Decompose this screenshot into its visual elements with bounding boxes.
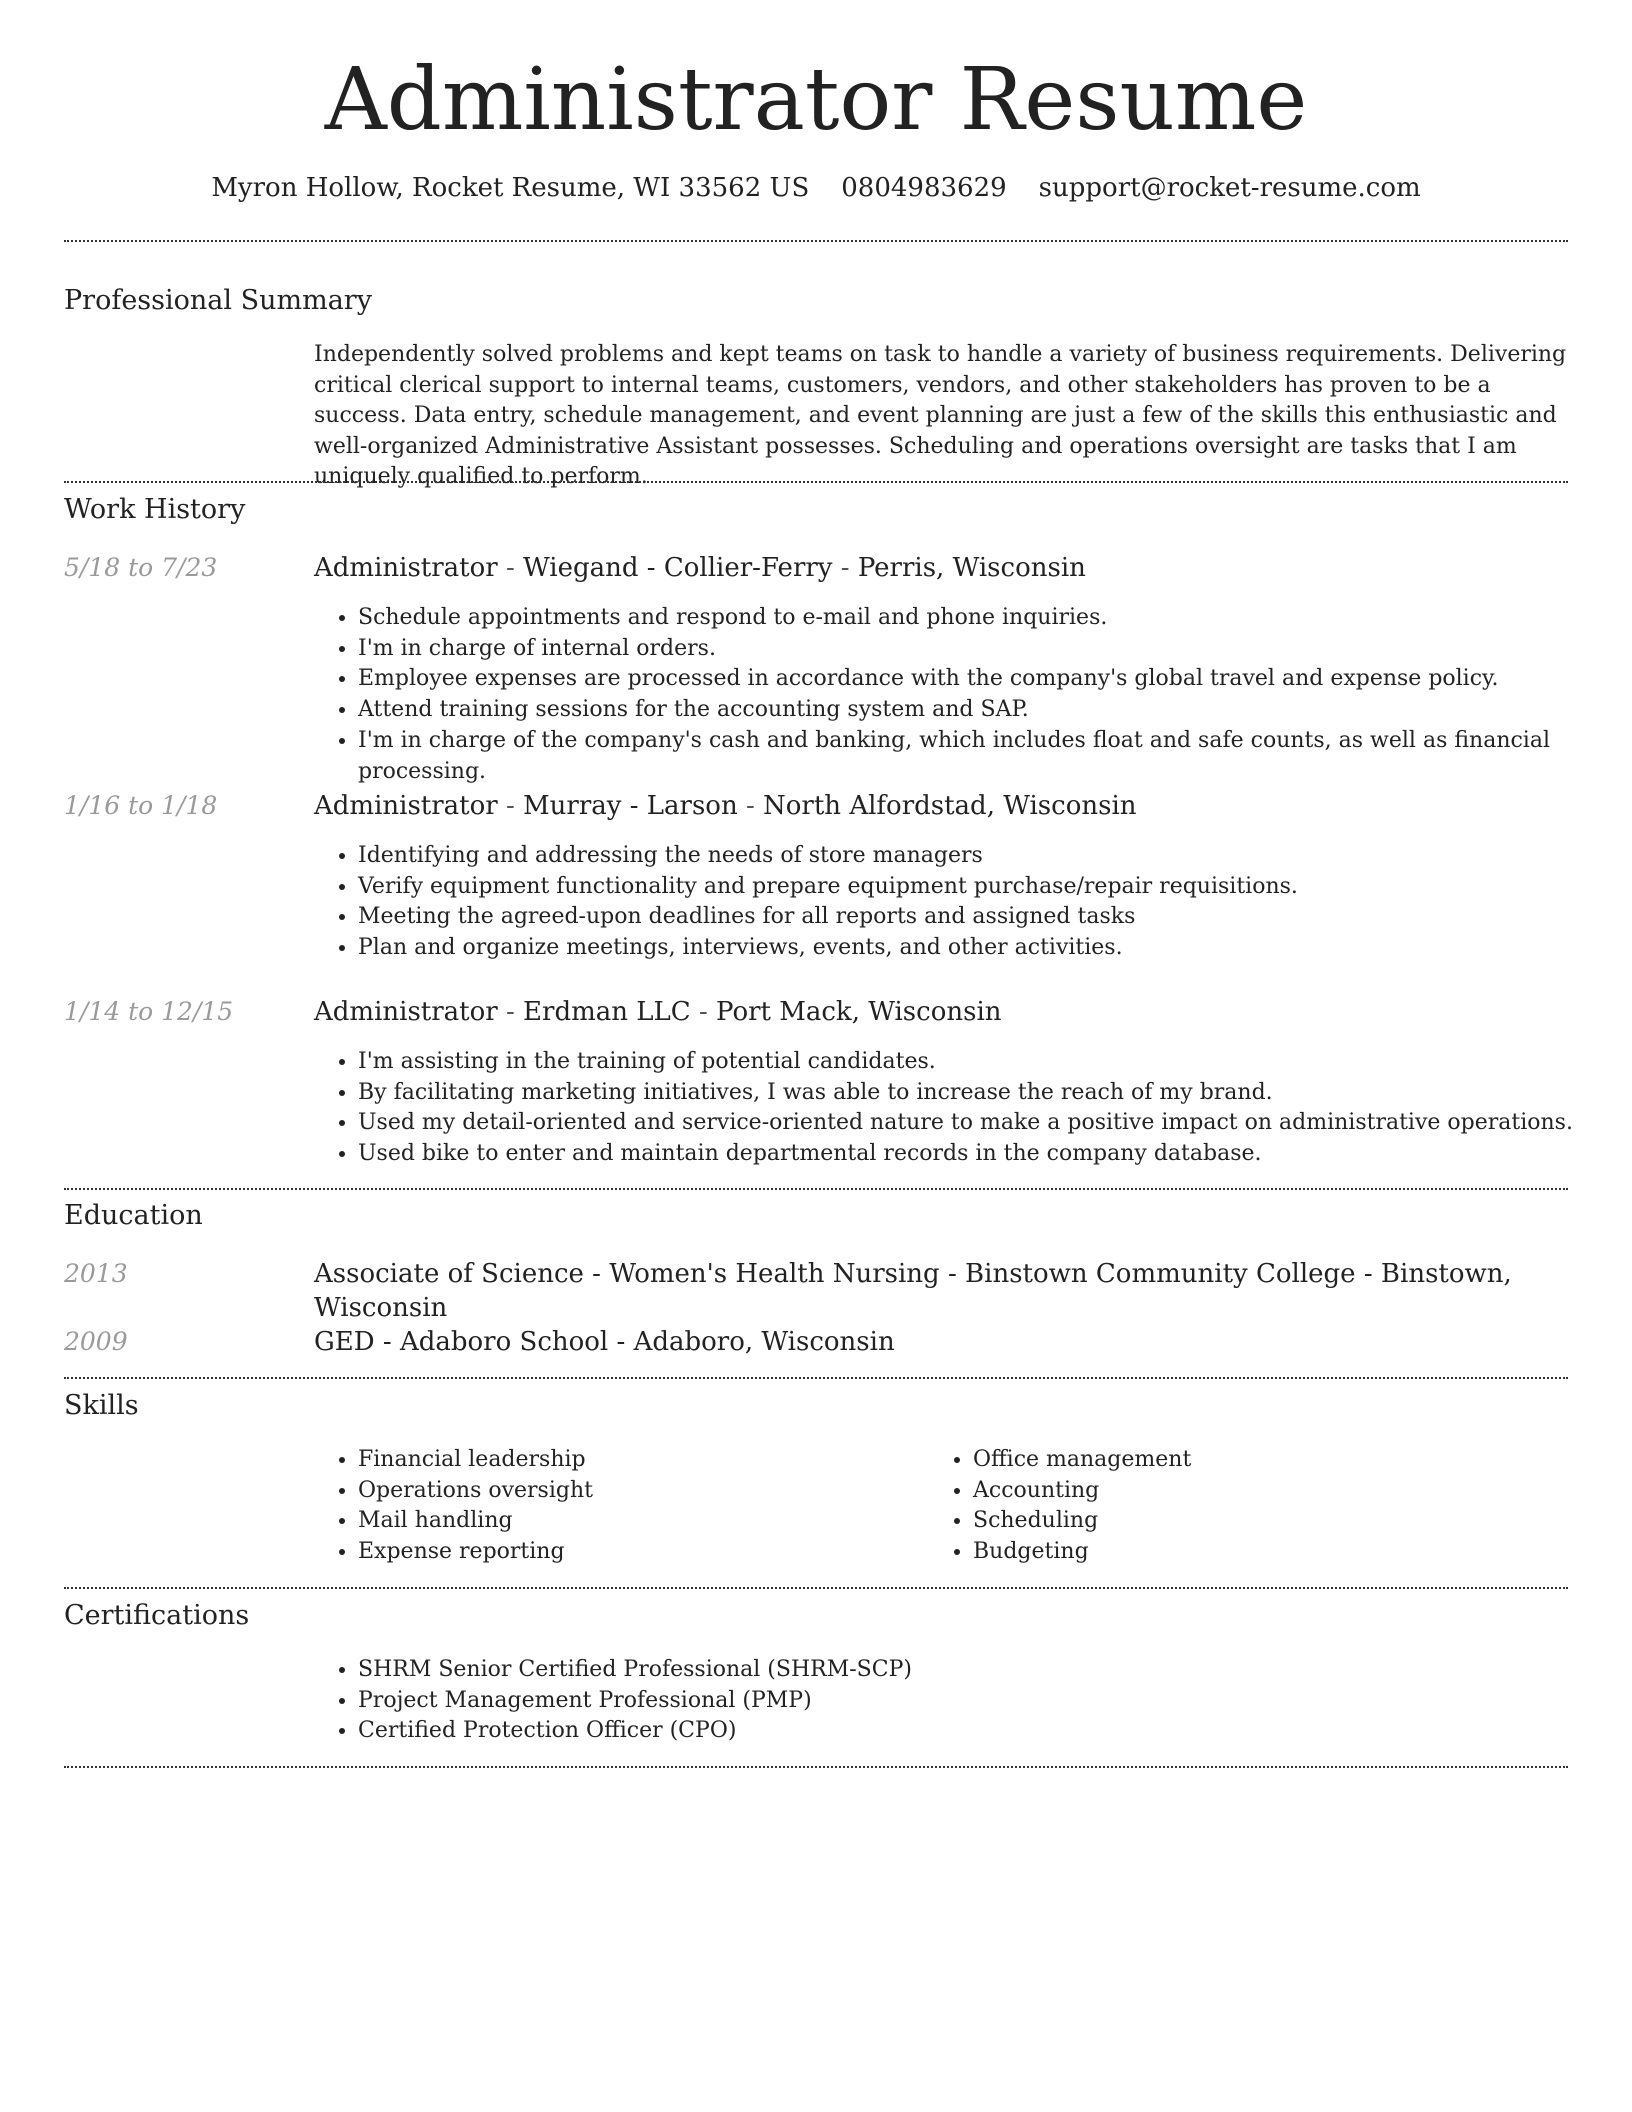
job-bullets bbox=[314, 1047, 1573, 1170]
list-item: • Expense reporting bbox=[358, 1537, 593, 1568]
list-item: • Budgeting bbox=[973, 1537, 1191, 1568]
school-name: Binstown Community College bbox=[965, 1259, 1356, 1289]
education-year: 2009 bbox=[64, 1327, 128, 1356]
job-bullets bbox=[314, 603, 1632, 787]
list-item: • Office management bbox=[973, 1445, 1191, 1476]
list-item: • Schedule appointments and respond to e-mail and phone inquiries. bbox=[358, 603, 1632, 634]
job-bullets bbox=[314, 841, 1298, 964]
skills-heading: Skills bbox=[64, 1390, 139, 1421]
job-dates: 5/18 to 7/23 bbox=[64, 553, 218, 582]
list-item: • Scheduling bbox=[973, 1506, 1191, 1537]
job-company: Murray - Larson bbox=[523, 791, 738, 821]
list-item: • Identifying and addressing the needs of store managers bbox=[358, 841, 1298, 872]
list-item: • SHRM Senior Certified Professional (SHRM-SCP) bbox=[358, 1655, 912, 1686]
list-item: • Certified Protection Officer (CPO) bbox=[358, 1716, 912, 1747]
school-location: Binstown, Wisconsin bbox=[314, 1259, 1512, 1323]
divider bbox=[64, 1587, 1568, 1589]
degree-field: Women's Health Nursing bbox=[609, 1259, 940, 1289]
education-entry: Associate of Science - Women's Health Nursing - Binstown Community College - Binstown, Wisconsin bbox=[314, 1259, 1512, 1323]
list-item: • I'm in charge of internal orders. bbox=[358, 634, 1632, 665]
contact-email: support@rocket-resume.com bbox=[1038, 173, 1421, 203]
list-item: • Used bike to enter and maintain departmental records in the company database. bbox=[358, 1139, 1573, 1170]
list-item: • Project Management Professional (PMP) bbox=[358, 1686, 912, 1717]
list-item: • I'm assisting in the training of potential candidates. bbox=[358, 1047, 1573, 1078]
skills-list-right bbox=[929, 1445, 1191, 1568]
job-title-line: Administrator - Murray - Larson - North Alfordstad, Wisconsin bbox=[314, 791, 1137, 821]
job-company: Wiegand - Collier-Ferry bbox=[523, 553, 833, 583]
job-dates: 1/14 to 12/15 bbox=[64, 997, 234, 1026]
list-item: • Accounting bbox=[973, 1476, 1191, 1507]
list-item: • Attend training sessions for the accounting system and SAP. bbox=[358, 695, 1632, 726]
job-title: Administrator bbox=[314, 997, 498, 1027]
job-title-line: Administrator - Erdman LLC - Port Mack, Wisconsin bbox=[314, 997, 1002, 1027]
divider bbox=[64, 1766, 1568, 1768]
certifications-heading: Certifications bbox=[64, 1600, 250, 1631]
list-item: • Financial leadership bbox=[358, 1445, 593, 1476]
summary-heading: Professional Summary bbox=[64, 285, 372, 316]
education-year: 2013 bbox=[64, 1259, 128, 1288]
skills-list-left bbox=[314, 1445, 593, 1568]
list-item: • By facilitating marketing initiatives, I was able to increase the reach of my brand. bbox=[358, 1078, 1573, 1109]
list-item: • Plan and organize meetings, interviews, events, and other activities. bbox=[358, 933, 1298, 964]
school-name: Adaboro School bbox=[399, 1327, 609, 1357]
job-title: Administrator bbox=[314, 791, 498, 821]
job-location: Perris, Wisconsin bbox=[857, 553, 1086, 583]
contact-address: Myron Hollow, Rocket Resume, WI 33562 US bbox=[211, 173, 810, 203]
job-title-line: Administrator - Wiegand - Collier-Ferry - Perris, Wisconsin bbox=[314, 553, 1086, 583]
job-title: Administrator bbox=[314, 553, 498, 583]
education-heading: Education bbox=[64, 1200, 203, 1231]
contact-line bbox=[0, 170, 1632, 206]
work-history-heading: Work History bbox=[64, 494, 246, 525]
list-item: • Mail handling bbox=[358, 1506, 593, 1537]
degree-name: GED bbox=[314, 1327, 375, 1357]
divider bbox=[64, 1377, 1568, 1379]
certifications-list bbox=[314, 1655, 912, 1747]
degree-name: Associate of Science bbox=[314, 1259, 584, 1289]
list-item: • Verify equipment functionality and prepare equipment purchase/repair requisitions. bbox=[358, 872, 1298, 903]
education-entry: GED - Adaboro School - Adaboro, Wisconsin bbox=[314, 1327, 895, 1357]
divider bbox=[64, 481, 1568, 483]
job-company: Erdman LLC bbox=[523, 997, 691, 1027]
job-dates: 1/16 to 1/18 bbox=[64, 791, 218, 820]
summary-text: Independently solved problems and kept teams on task to handle a variety of business requirements. Delivering critical clerical support to internal teams, customers, vendors, and other stakeholders has proven to be a success. Data entry, schedule management, and event planning are just a few of the skills this enthusiastic and well-organized Administrative Assistant possesses. Scheduling and operations oversight are tasks that I am uniquely qualified to perform. bbox=[314, 342, 1567, 489]
divider bbox=[64, 240, 1568, 242]
list-item: • Operations oversight bbox=[358, 1476, 593, 1507]
divider bbox=[64, 1188, 1568, 1190]
list-item: • Meeting the agreed-upon deadlines for all reports and assigned tasks bbox=[358, 902, 1298, 933]
job-location: Port Mack, Wisconsin bbox=[716, 997, 1002, 1027]
list-item: • I'm in charge of the company's cash and banking, which includes float and safe counts, as well as financial processing. bbox=[358, 726, 1632, 787]
page-title: Administrator Resume bbox=[324, 50, 1308, 150]
contact-phone: 0804983629 bbox=[841, 173, 1007, 203]
list-item: • Used my detail-oriented and service-oriented nature to make a positive impact on administrative operations. bbox=[358, 1108, 1573, 1139]
school-location: Adaboro, Wisconsin bbox=[633, 1327, 895, 1357]
list-item: • Employee expenses are processed in accordance with the company's global travel and expense policy. bbox=[358, 664, 1632, 695]
job-location: North Alfordstad, Wisconsin bbox=[763, 791, 1137, 821]
